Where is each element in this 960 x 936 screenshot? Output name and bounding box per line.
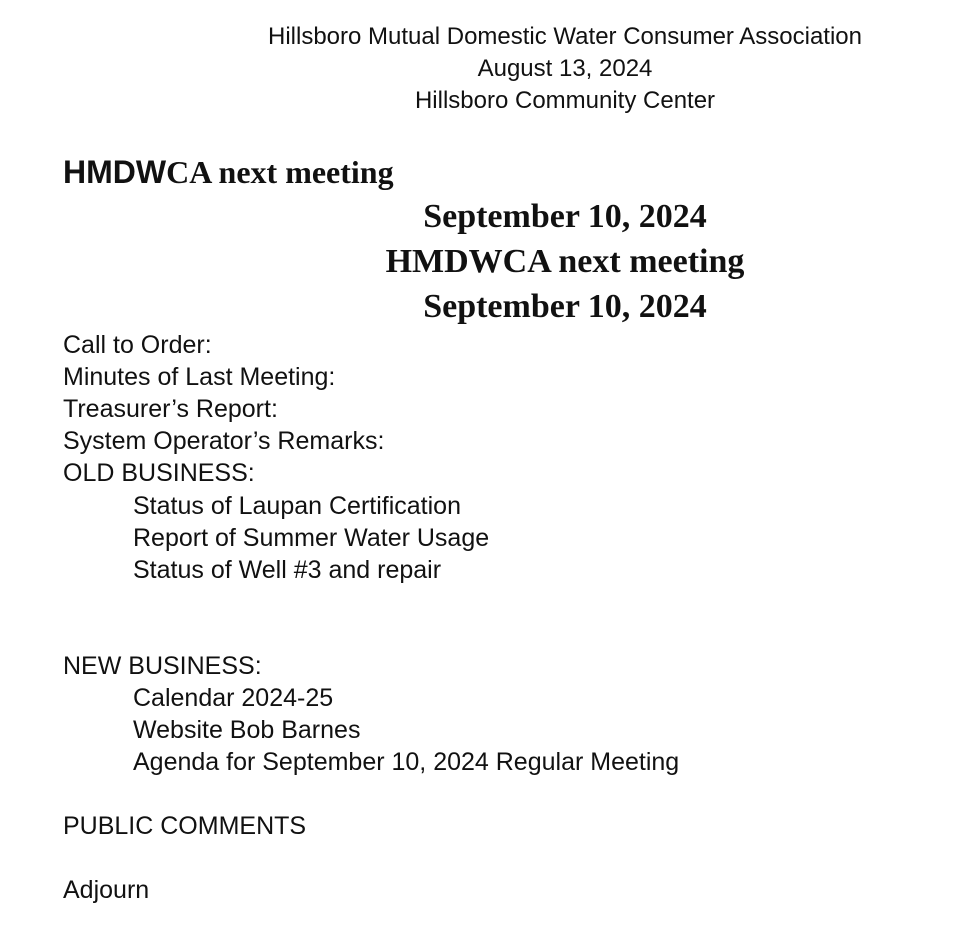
old-business-item: Report of Summer Water Usage <box>133 524 490 552</box>
next-meeting-date-2: September 10, 2024 <box>423 288 707 325</box>
next-meeting-title-serif: CA next meeting <box>166 154 394 190</box>
meeting-date: August 13, 2024 <box>477 55 653 82</box>
new-business-heading: NEW BUSINESS: <box>63 652 262 680</box>
agenda-treasurer-report: Treasurer’s Report: <box>63 395 278 423</box>
old-business-heading: OLD BUSINESS: <box>63 459 255 487</box>
next-meeting-title <box>63 152 394 192</box>
old-business-item: Status of Laupan Certification <box>133 492 461 520</box>
next-meeting-title-repeat: HMDWCA next meeting <box>385 243 745 280</box>
agenda-operator-remarks: System Operator’s Remarks: <box>63 427 385 455</box>
new-business-item: Calendar 2024-25 <box>133 684 334 712</box>
next-meeting-date-1: September 10, 2024 <box>423 198 707 235</box>
adjourn: Adjourn <box>63 876 150 904</box>
new-business-item: Website Bob Barnes <box>133 716 361 744</box>
agenda-minutes: Minutes of Last Meeting: <box>63 363 336 391</box>
meeting-location: Hillsboro Community Center <box>414 87 716 114</box>
next-meeting-title-sans: HMDW <box>63 154 167 190</box>
agenda-call-to-order: Call to Order: <box>63 331 212 359</box>
public-comments: PUBLIC COMMENTS <box>63 812 307 840</box>
organization-name: Hillsboro Mutual Domestic Water Consumer Association <box>268 23 862 50</box>
old-business-item: Status of Well #3 and repair <box>133 556 442 584</box>
new-business-item: Agenda for September 10, 2024 Regular Meeting <box>133 748 680 776</box>
